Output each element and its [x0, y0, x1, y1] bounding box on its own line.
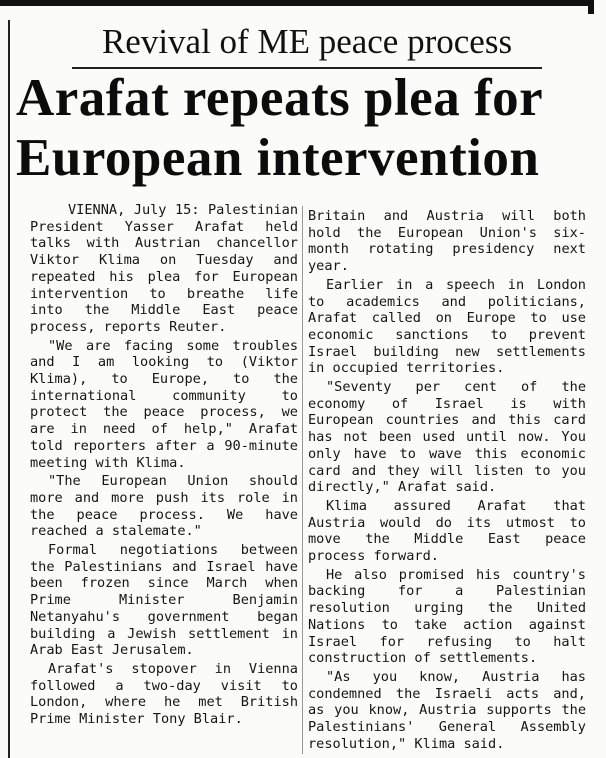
paragraph: Britain and Austria will both hold the European Union's six-month rotating presidency next year. — [308, 208, 586, 275]
column-divider — [302, 206, 303, 754]
paragraph: "As you know, Austria has condemned the Israeli acts and, as you know, Austria supports the Palestinians' General Assembly resolution," Klima said. — [308, 668, 586, 752]
left-border — [8, 20, 10, 758]
headline-line-1: Arafat repeats plea for — [16, 69, 544, 127]
paragraph: Arafat's stopover in Vienna followed a two-day visit to London, where he met British Prime Minister Tony Blair. — [30, 660, 298, 728]
paragraph: VIENNA, July 15: Palestinian President Yasser Arafat held talks with Austrian chancellor Viktor Klima on Tuesday and repeated his plea for European intervention to breathe life into the Middle East peace process, reports Reuter. — [30, 202, 298, 335]
paragraph: Formal negotiations between the Palestinians and Israel have been frozen since March when Prime Minister Benjamin Netanyahu's government began building a Jewish settlement in Arab East Jerusalem. — [30, 542, 298, 659]
kicker: Revival of ME peace process — [101, 22, 513, 61]
paragraph: "The European Union should more and more push its role in the peace process. We have reached a stalemate." — [30, 473, 298, 540]
paragraph: "Seventy per cent of the economy of Israel is with European countries and this card has not been used until now. You only have to wave this economic card and they will listen to you directly," Arafat said. — [308, 379, 586, 496]
article-column-right — [308, 208, 586, 753]
corner-rule — [588, 0, 594, 14]
headline — [16, 68, 602, 188]
paragraph: "We are facing some troubles and I am looking to (Viktor Klima), to Europe, to the international community to protect the peace process, we are in need of help," Arafat told reporters after a 90-minute meeting with Klima. — [30, 337, 298, 471]
paragraph: Klima assured Arafat that Austria would do its utmost to move the Middle East peace process forward. — [308, 497, 586, 565]
paragraph: He also promised his country's backing for a Palestinian resolution urging the United Nations to take action against Israel for refusing to halt construction of settlements. — [308, 566, 586, 667]
article-column-left — [30, 202, 298, 728]
paragraph: Earlier in a speech in London to academics and politicians, Arafat called on Europe to use economic sanctions to prevent Israel building new settlements in occupied territories. — [308, 276, 586, 377]
top-rule — [0, 0, 594, 6]
headline-line-2: European intervention — [16, 129, 540, 187]
